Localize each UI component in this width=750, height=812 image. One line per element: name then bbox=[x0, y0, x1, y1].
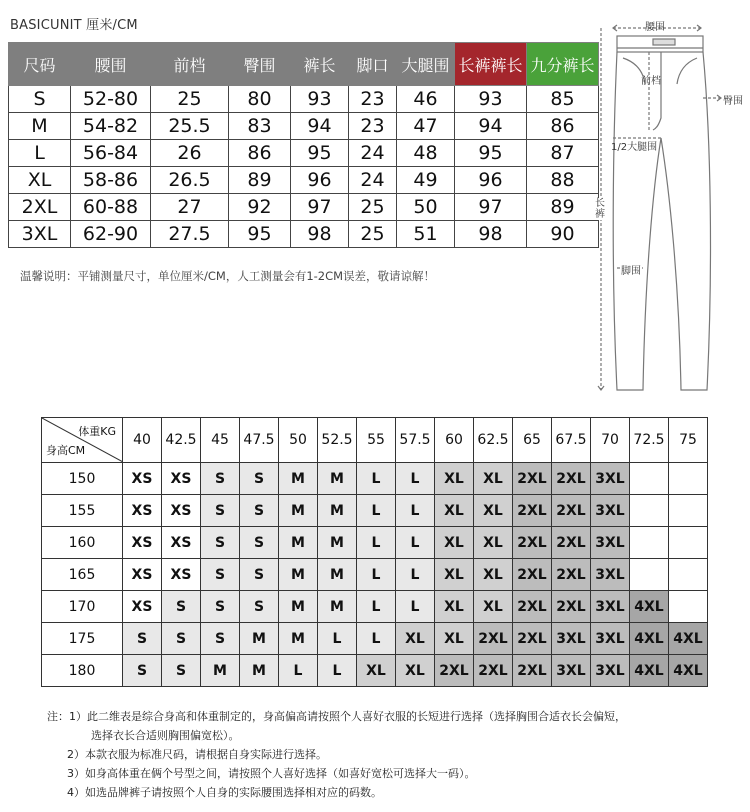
size-value-cell: 62-90 bbox=[71, 221, 151, 248]
height-label-cell: 180 bbox=[42, 655, 123, 687]
size-value-cell: 95 bbox=[291, 140, 349, 167]
size-recommendation-cell: M bbox=[279, 527, 318, 559]
weight-header-cell: 42.5 bbox=[162, 418, 201, 463]
size-recommendation-cell: XS bbox=[162, 495, 201, 527]
size-label-cell: XL bbox=[9, 167, 71, 194]
size-value-cell: 93 bbox=[455, 86, 527, 113]
size-recommendation-grid bbox=[41, 417, 708, 687]
size-row bbox=[9, 167, 599, 194]
height-label-cell: 165 bbox=[42, 559, 123, 591]
note-line: 选择衣长合适则胸围偏宽松）。 bbox=[91, 729, 240, 742]
size-recommendation-cell: M bbox=[201, 655, 240, 687]
size-value-cell: 46 bbox=[397, 86, 455, 113]
size-label-cell: 3XL bbox=[9, 221, 71, 248]
size-recommendation-cell: 2XL bbox=[552, 527, 591, 559]
size-recommendation-cell: M bbox=[279, 463, 318, 495]
size-value-cell: 24 bbox=[349, 140, 397, 167]
size-recommendation-cell: S bbox=[201, 463, 240, 495]
size-value-cell: 58-86 bbox=[71, 167, 151, 194]
size-recommendation-cell: S bbox=[162, 623, 201, 655]
size-recommendation-cell: 2XL bbox=[513, 655, 552, 687]
size-value-cell: 25 bbox=[349, 194, 397, 221]
size-recommendation-cell: 2XL bbox=[513, 559, 552, 591]
size-recommendation-cell: 3XL bbox=[591, 655, 630, 687]
size-value-cell: 27.5 bbox=[151, 221, 229, 248]
size-recommendation-cell: L bbox=[396, 495, 435, 527]
size-recommendation-cell: S bbox=[201, 559, 240, 591]
size-recommendation-cell: L bbox=[396, 527, 435, 559]
size-recommendation-cell: M bbox=[240, 655, 279, 687]
weight-header-cell: 45 bbox=[201, 418, 240, 463]
size-value-cell: 25 bbox=[151, 86, 229, 113]
size-recommendation-cell bbox=[630, 463, 669, 495]
header-cell: 臀围 bbox=[229, 43, 291, 86]
size-recommendation-cell: 3XL bbox=[552, 655, 591, 687]
weight-header-cell: 65 bbox=[513, 418, 552, 463]
diagram-label-thigh: 1/2大腿围 bbox=[611, 142, 658, 153]
note-line: 3）如身高体重在俩个号型之间，请按照个人喜好选择（如喜好宽松可选择大一码）。 bbox=[67, 767, 476, 780]
header-cell: 大腿围 bbox=[397, 43, 455, 86]
size-recommendation-cell: M bbox=[240, 623, 279, 655]
size-value-cell: 51 bbox=[397, 221, 455, 248]
size-value-cell: 23 bbox=[349, 113, 397, 140]
size-recommendation-cell: XL bbox=[435, 463, 474, 495]
size-recommendation-cell: L bbox=[396, 463, 435, 495]
size-recommendation-cell: XL bbox=[474, 591, 513, 623]
size-recommendation-cell bbox=[669, 495, 708, 527]
grid-row bbox=[42, 495, 708, 527]
size-recommendation-cell: S bbox=[240, 591, 279, 623]
size-value-cell: 25 bbox=[349, 221, 397, 248]
size-table-header bbox=[9, 43, 599, 86]
weight-header-cell: 62.5 bbox=[474, 418, 513, 463]
size-recommendation-cell: 3XL bbox=[591, 527, 630, 559]
height-label-cell: 155 bbox=[42, 495, 123, 527]
weight-header-cell: 52.5 bbox=[318, 418, 357, 463]
size-recommendation-cell bbox=[669, 559, 708, 591]
size-value-cell: 96 bbox=[455, 167, 527, 194]
size-recommendation-cell: M bbox=[318, 527, 357, 559]
size-recommendation-cell: 2XL bbox=[435, 655, 474, 687]
size-recommendation-cell: XS bbox=[123, 527, 162, 559]
size-value-cell: 94 bbox=[291, 113, 349, 140]
size-value-cell: 26.5 bbox=[151, 167, 229, 194]
header-cell: 前档 bbox=[151, 43, 229, 86]
size-recommendation-cell: XL bbox=[474, 527, 513, 559]
size-value-cell: 98 bbox=[291, 221, 349, 248]
grid-row bbox=[42, 559, 708, 591]
diagram-label-front-rise: 前档 bbox=[641, 76, 661, 87]
size-recommendation-cell: M bbox=[318, 463, 357, 495]
size-recommendation-cell: 3XL bbox=[591, 559, 630, 591]
size-recommendation-cell: XL bbox=[435, 495, 474, 527]
size-recommendation-cell: 3XL bbox=[591, 495, 630, 527]
size-recommendation-cell: 3XL bbox=[591, 463, 630, 495]
size-recommendation-cell: L bbox=[357, 463, 396, 495]
size-value-cell: 49 bbox=[397, 167, 455, 194]
size-value-cell: 87 bbox=[527, 140, 599, 167]
size-row bbox=[9, 140, 599, 167]
size-table bbox=[8, 42, 599, 248]
size-value-cell: 88 bbox=[527, 167, 599, 194]
size-value-cell: 92 bbox=[229, 194, 291, 221]
size-recommendation-cell: XL bbox=[396, 655, 435, 687]
size-row bbox=[9, 194, 599, 221]
size-recommendation-cell: 4XL bbox=[669, 655, 708, 687]
size-recommendation-cell: XL bbox=[396, 623, 435, 655]
size-value-cell: 90 bbox=[527, 221, 599, 248]
weight-header-cell: 67.5 bbox=[552, 418, 591, 463]
size-label-cell: 2XL bbox=[9, 194, 71, 221]
size-value-cell: 89 bbox=[527, 194, 599, 221]
size-recommendation-cell: 2XL bbox=[552, 463, 591, 495]
notes-block bbox=[47, 707, 626, 802]
size-recommendation-cell: S bbox=[123, 623, 162, 655]
size-value-cell: 47 bbox=[397, 113, 455, 140]
header-cell-long-pants: 长裤裤长 bbox=[455, 43, 527, 86]
size-recommendation-cell: M bbox=[279, 591, 318, 623]
size-recommendation-cell bbox=[669, 527, 708, 559]
grid-row bbox=[42, 463, 708, 495]
size-recommendation-cell: M bbox=[318, 495, 357, 527]
size-recommendation-cell: XS bbox=[162, 463, 201, 495]
size-recommendation-cell: 2XL bbox=[513, 591, 552, 623]
brand-label: BASICUNIT 厘米/CM bbox=[10, 18, 138, 33]
size-recommendation-cell: 3XL bbox=[591, 623, 630, 655]
size-recommendation-cell: 2XL bbox=[513, 527, 552, 559]
height-label-cell: 175 bbox=[42, 623, 123, 655]
size-recommendation-cell: XS bbox=[123, 559, 162, 591]
size-label-cell: S bbox=[9, 86, 71, 113]
weight-header-cell: 55 bbox=[357, 418, 396, 463]
size-value-cell: 48 bbox=[397, 140, 455, 167]
size-recommendation-cell: S bbox=[240, 463, 279, 495]
size-recommendation-cell: L bbox=[357, 591, 396, 623]
diagram-label-hip: 臀围 bbox=[723, 96, 743, 107]
size-recommendation-cell: S bbox=[123, 655, 162, 687]
size-recommendation-cell: XL bbox=[474, 559, 513, 591]
size-recommendation-cell: 2XL bbox=[513, 623, 552, 655]
height-label-cell: 160 bbox=[42, 527, 123, 559]
size-value-cell: 80 bbox=[229, 86, 291, 113]
size-recommendation-cell: 4XL bbox=[630, 655, 669, 687]
size-value-cell: 26 bbox=[151, 140, 229, 167]
size-recommendation-cell: 2XL bbox=[513, 495, 552, 527]
size-recommendation-cell bbox=[669, 463, 708, 495]
size-label-cell: M bbox=[9, 113, 71, 140]
size-value-cell: 54-82 bbox=[71, 113, 151, 140]
size-recommendation-cell: 3XL bbox=[552, 623, 591, 655]
size-recommendation-cell: L bbox=[279, 655, 318, 687]
size-value-cell: 83 bbox=[229, 113, 291, 140]
size-recommendation-cell: 4XL bbox=[630, 623, 669, 655]
size-recommendation-cell: L bbox=[396, 559, 435, 591]
size-recommendation-cell: XL bbox=[435, 591, 474, 623]
size-recommendation-cell: S bbox=[240, 559, 279, 591]
diagram-label-waist: 腰围 bbox=[645, 22, 665, 33]
size-value-cell: 24 bbox=[349, 167, 397, 194]
weight-axis-label: 体重KG bbox=[78, 425, 116, 438]
size-recommendation-cell: 2XL bbox=[552, 495, 591, 527]
weight-header-cell: 60 bbox=[435, 418, 474, 463]
header-cell: 脚口 bbox=[349, 43, 397, 86]
size-recommendation-cell: XL bbox=[474, 463, 513, 495]
size-recommendation-cell: S bbox=[201, 591, 240, 623]
size-recommendation-cell: XS bbox=[123, 495, 162, 527]
size-row bbox=[9, 86, 599, 113]
size-recommendation-cell bbox=[669, 591, 708, 623]
size-recommendation-cell: L bbox=[357, 559, 396, 591]
size-recommendation-cell: 2XL bbox=[513, 463, 552, 495]
size-recommendation-cell: L bbox=[357, 623, 396, 655]
size-recommendation-cell: S bbox=[201, 495, 240, 527]
size-value-cell: 97 bbox=[455, 194, 527, 221]
grid-row bbox=[42, 527, 708, 559]
size-recommendation-cell: L bbox=[396, 591, 435, 623]
pants-diagram bbox=[595, 18, 745, 398]
note-line: 注：1）此二维表是综合身高和体重制定的，身高偏高请按照个人喜好衣服的长短进行选择（选择胸围合适衣长会偏短， bbox=[47, 710, 626, 723]
weight-header-cell: 50 bbox=[279, 418, 318, 463]
size-recommendation-cell: 2XL bbox=[552, 559, 591, 591]
size-recommendation-cell: XS bbox=[162, 559, 201, 591]
header-cell: 尺码 bbox=[9, 43, 71, 86]
grid-corner bbox=[42, 418, 123, 463]
grid-row bbox=[42, 655, 708, 687]
size-recommendation-cell: M bbox=[318, 559, 357, 591]
size-value-cell: 25.5 bbox=[151, 113, 229, 140]
size-recommendation-cell: XS bbox=[123, 591, 162, 623]
size-recommendation-cell: S bbox=[162, 591, 201, 623]
pants-outline-icon bbox=[595, 18, 745, 398]
size-value-cell: 27 bbox=[151, 194, 229, 221]
size-recommendation-cell: XL bbox=[357, 655, 396, 687]
size-value-cell: 93 bbox=[291, 86, 349, 113]
weight-header-cell: 70 bbox=[591, 418, 630, 463]
size-recommendation-cell bbox=[630, 495, 669, 527]
size-row bbox=[9, 221, 599, 248]
diagram-label-hem: 脚围 bbox=[621, 262, 641, 277]
size-recommendation-cell: XL bbox=[474, 495, 513, 527]
header-cell: 裤长 bbox=[291, 43, 349, 86]
size-value-cell: 96 bbox=[291, 167, 349, 194]
height-label-cell: 170 bbox=[42, 591, 123, 623]
diagram-label-length: 长裤 bbox=[595, 198, 605, 220]
weight-header-cell: 72.5 bbox=[630, 418, 669, 463]
size-value-cell: 86 bbox=[527, 113, 599, 140]
size-recommendation-cell: 2XL bbox=[552, 591, 591, 623]
size-recommendation-cell: M bbox=[279, 559, 318, 591]
size-value-cell: 60-88 bbox=[71, 194, 151, 221]
note-line: 2）本款衣服为标准尺码，请根据自身实际进行选择。 bbox=[67, 748, 327, 761]
size-recommendation-cell: 2XL bbox=[474, 623, 513, 655]
weight-header-cell: 57.5 bbox=[396, 418, 435, 463]
size-value-cell: 98 bbox=[455, 221, 527, 248]
size-recommendation-cell: XS bbox=[123, 463, 162, 495]
size-label-cell: L bbox=[9, 140, 71, 167]
size-value-cell: 94 bbox=[455, 113, 527, 140]
weight-header-cell: 75 bbox=[669, 418, 708, 463]
size-recommendation-cell: S bbox=[162, 655, 201, 687]
grid-row bbox=[42, 623, 708, 655]
weight-header-cell: 47.5 bbox=[240, 418, 279, 463]
size-recommendation-cell: 4XL bbox=[669, 623, 708, 655]
size-value-cell: 85 bbox=[527, 86, 599, 113]
size-value-cell: 97 bbox=[291, 194, 349, 221]
size-value-cell: 95 bbox=[229, 221, 291, 248]
header-cell-cropped: 九分裤长 bbox=[527, 43, 599, 86]
size-recommendation-cell: XL bbox=[435, 527, 474, 559]
weight-header-cell: 40 bbox=[123, 418, 162, 463]
size-recommendation-cell: S bbox=[201, 623, 240, 655]
grid-row bbox=[42, 591, 708, 623]
size-recommendation-cell: XS bbox=[162, 527, 201, 559]
size-recommendation-cell: 4XL bbox=[630, 591, 669, 623]
size-value-cell: 89 bbox=[229, 167, 291, 194]
size-recommendation-cell bbox=[630, 559, 669, 591]
size-recommendation-cell: M bbox=[318, 591, 357, 623]
header-cell: 腰围 bbox=[71, 43, 151, 86]
size-recommendation-cell: 2XL bbox=[474, 655, 513, 687]
size-value-cell: 23 bbox=[349, 86, 397, 113]
size-recommendation-cell bbox=[630, 527, 669, 559]
size-value-cell: 50 bbox=[397, 194, 455, 221]
size-recommendation-cell: S bbox=[201, 527, 240, 559]
size-recommendation-cell: XL bbox=[435, 559, 474, 591]
size-value-cell: 95 bbox=[455, 140, 527, 167]
size-recommendation-cell: L bbox=[318, 655, 357, 687]
size-row bbox=[9, 113, 599, 140]
measure-note: 温馨说明：平铺测量尺寸，单位厘米/CM，人工测量会有1-2CM误差，敬请谅解！ bbox=[20, 269, 436, 283]
size-recommendation-cell: XL bbox=[435, 623, 474, 655]
size-recommendation-cell: M bbox=[279, 623, 318, 655]
size-recommendation-cell: M bbox=[279, 495, 318, 527]
size-recommendation-cell: S bbox=[240, 527, 279, 559]
size-recommendation-cell: L bbox=[357, 527, 396, 559]
size-recommendation-cell: 3XL bbox=[591, 591, 630, 623]
note-line: 4）如选品牌裤子请按照个人自身的实际腰围选择相对应的码数。 bbox=[67, 786, 382, 799]
size-recommendation-cell: S bbox=[240, 495, 279, 527]
size-value-cell: 86 bbox=[229, 140, 291, 167]
height-axis-label: 身高CM bbox=[46, 444, 86, 457]
size-value-cell: 56-84 bbox=[71, 140, 151, 167]
size-recommendation-cell: L bbox=[357, 495, 396, 527]
size-recommendation-cell: L bbox=[318, 623, 357, 655]
height-label-cell: 150 bbox=[42, 463, 123, 495]
size-value-cell: 52-80 bbox=[71, 86, 151, 113]
